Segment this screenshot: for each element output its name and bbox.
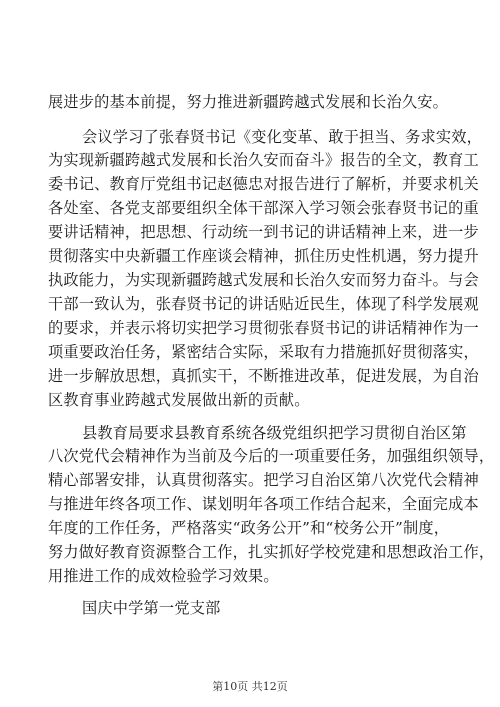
text-line: 为实现新疆跨越式发展和长治久安而奋斗》报告的全文，教育工 (48, 151, 479, 169)
text-line: 的要求，并表示将切实把学习贯彻张春贤书记的讲话精神作为一 (48, 319, 479, 337)
text-line: 干部一致认为，张春贤书记的讲话贴近民生，体现了科学发展观 (48, 295, 479, 313)
text-line: 要讲话精神，把思想、行动统一到书记的讲话精神上来，进一步 (48, 223, 479, 241)
text-line: 与推进年终各项工作、谋划明年各项工作结合起来，全面完成本 (48, 495, 479, 513)
text-line: 各处室、各党支部要组织全体干部深入学习领会张春贤书记的重 (48, 199, 479, 217)
text-line: 进一步解放思想，真抓实干，不断推进改革，促进发展，为自治 (48, 367, 479, 385)
page-footer: 第10页 共12页 (212, 680, 288, 693)
text-line: 努力做好教育资源整合工作，扎实抓好学校党建和思想政治工作， (48, 543, 495, 561)
text-line: 贯彻落实中央新疆工作座谈会精神，抓住历史性机遇，努力提升 (48, 247, 479, 265)
text-line: 精心部署安排，认真贯彻落实。把学习自治区第八次党代会精神 (48, 471, 479, 489)
paragraph-start-line: 县教育局要求县教育系统各级党组织把学习贯彻自治区第 (82, 424, 467, 442)
paragraph-start-line: 会议学习了张春贤书记《变化变革、敢于担当、务求实效， (82, 128, 483, 146)
text-line: 展进步的基本前提，努力推进新疆跨越式发展和长治久安。 (48, 93, 449, 111)
text-line: 用推进工作的成效检验学习效果。 (48, 567, 279, 585)
text-line: 区教育事业跨越式发展做出新的贡献。 (48, 391, 310, 409)
text-line: 项重要政治任务，紧密结合实际，采取有力措施抓好贯彻落实， (48, 343, 479, 361)
text-line: 委书记、教育厅党组书记赵德忠对报告进行了解析，并要求机关 (48, 175, 479, 193)
text-line: 八次党代会精神作为当前及今后的一项重要任务，加强组织领导， (48, 447, 495, 465)
text-line: 执政能力，为实现新疆跨越式发展和长治久安而努力奋斗。与会 (48, 271, 479, 289)
text-line: 年度的工作任务，严格落实“政务公开”和“校务公开”制度， (48, 519, 450, 537)
signature-line: 国庆中学第一党支部 (82, 599, 221, 617)
